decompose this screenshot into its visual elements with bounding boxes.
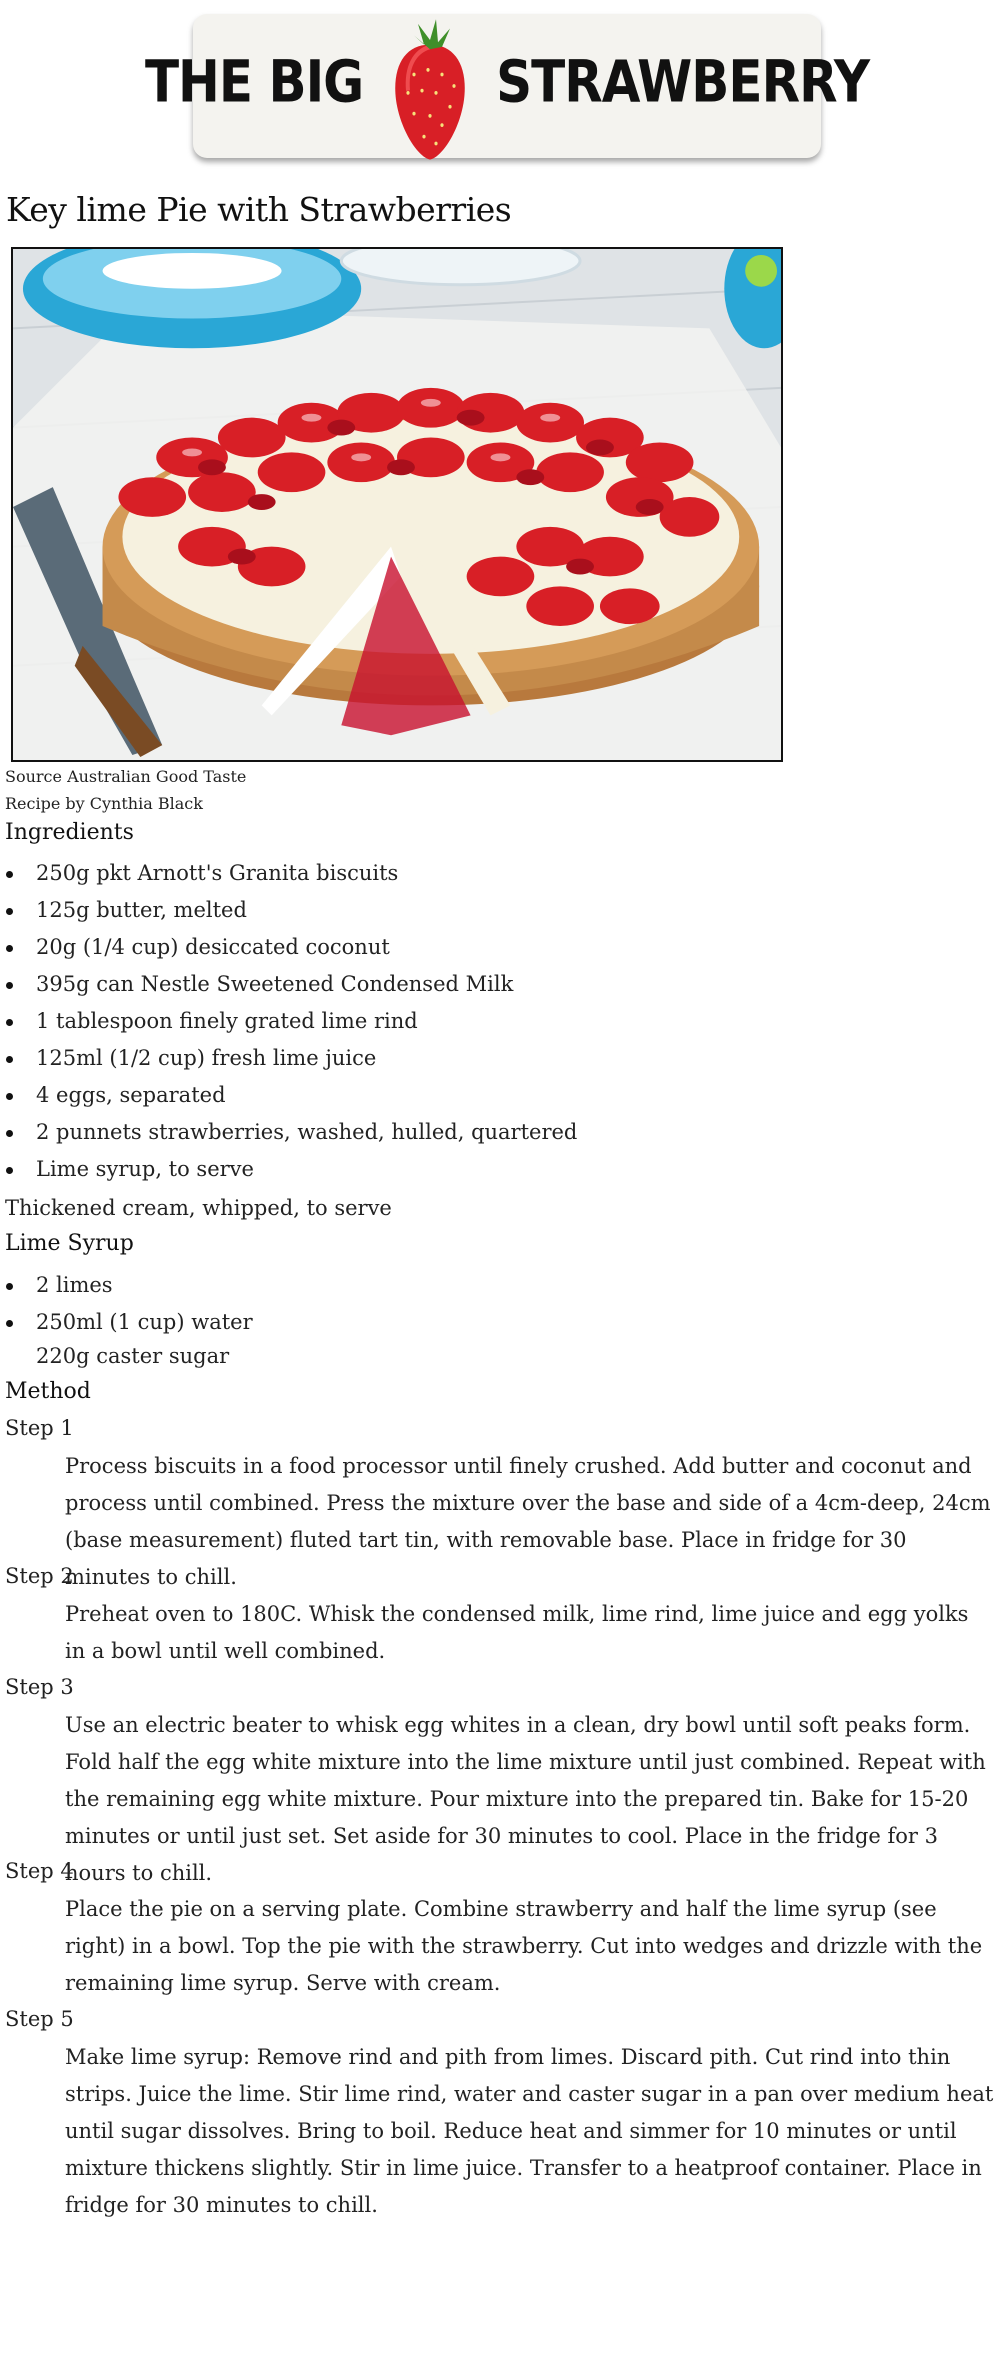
step-label: Step 3 [5,1675,74,1699]
step-text: Use an electric beater to whisk egg whites in a clean, dry bowl until soft peaks form. Fold half the egg white mixture into the lime mixture until just combined. Repeat with the remaining egg white mixture. Pour mixture into the prepared tin. Bake for 15-20 minutes or until just set. Set aside for 30 minutes to cool. Place in the fridge for 3 hours to chill. [65,1713,986,1885]
page-title: Key lime Pie with Strawberries [6,190,512,229]
list-item: 250ml (1 cup) water [0,1304,253,1341]
list-item: Lime syrup, to serve [0,1151,577,1188]
recipe-author: Recipe by Cynthia Black [5,794,203,813]
step-label: Step 2 [5,1564,74,1588]
step-label: Step 1 [5,1416,74,1440]
site-logo[interactable] [144,14,870,158]
step-label: Step 5 [5,2007,74,2031]
strawberry-icon [384,10,476,162]
lime-syrup-list [0,1267,253,1341]
step-text: Preheat oven to 180C. Whisk the condensed milk, lime rind, lime juice and egg yolks in a bowl until well combined. [65,1602,969,1663]
list-item: 4 eggs, separated [0,1077,577,1114]
list-item: 125ml (1/2 cup) fresh lime juice [0,1040,577,1077]
ingredients-heading: Ingredients [5,820,134,845]
lime-syrup-extra: 220g caster sugar [36,1344,230,1368]
step-text: Make lime syrup: Remove rind and pith from limes. Discard pith. Cut rind into thin strips. Juice the lime. Stir lime rind, water and caster sugar in a pan over medium heat until sugar dissolves. Bring to boil. Reduce heat and simmer for 10 minutes or until mixture thickens slightly. Stir in lime juice. Transfer to a heatproof container. Place in fridge for 30 minutes to chill. [65,2045,994,2217]
list-item: 250g pkt Arnott's Granita biscuits [0,855,577,892]
list-item: 395g can Nestle Sweetened Condensed Milk [0,966,577,1003]
logo-wordmark [145,10,869,162]
logo-text-right: STRAWBERRY [496,48,870,116]
step-label: Step 4 [5,1859,74,1883]
logo-text-left: THE BIG [144,48,364,116]
list-item: 2 limes [0,1267,253,1304]
recipe-photo [11,247,783,762]
step-text: Place the pie on a serving plate. Combine strawberry and half the lime syrup (see right) in a bowl. Top the pie with the strawberry. Cut into wedges and drizzle with the remaining lime syrup. Serve with cream. [65,1897,983,1995]
lime-syrup-heading: Lime Syrup [5,1231,134,1256]
method-heading: Method [5,1379,91,1404]
step-text: Process biscuits in a food processor until finely crushed. Add butter and coconut and process until combined. Press the mixture over the base and side of a 4cm-deep, 24cm (base measurement) fluted tart tin, with removable base. Place in fridge for 30 minutes to chill. [65,1454,991,1589]
list-item: 1 tablespoon finely grated lime rind [0,1003,577,1040]
list-item: 125g butter, melted [0,892,577,929]
list-item: 20g (1/4 cup) desiccated coconut [0,929,577,966]
recipe-source: Source Australian Good Taste [5,767,247,786]
pie-illustration [13,249,781,760]
ingredients-list [0,855,577,1188]
list-item: 2 punnets strawberries, washed, hulled, quartered [0,1114,577,1151]
ingredients-extra: Thickened cream, whipped, to serve [5,1196,392,1220]
